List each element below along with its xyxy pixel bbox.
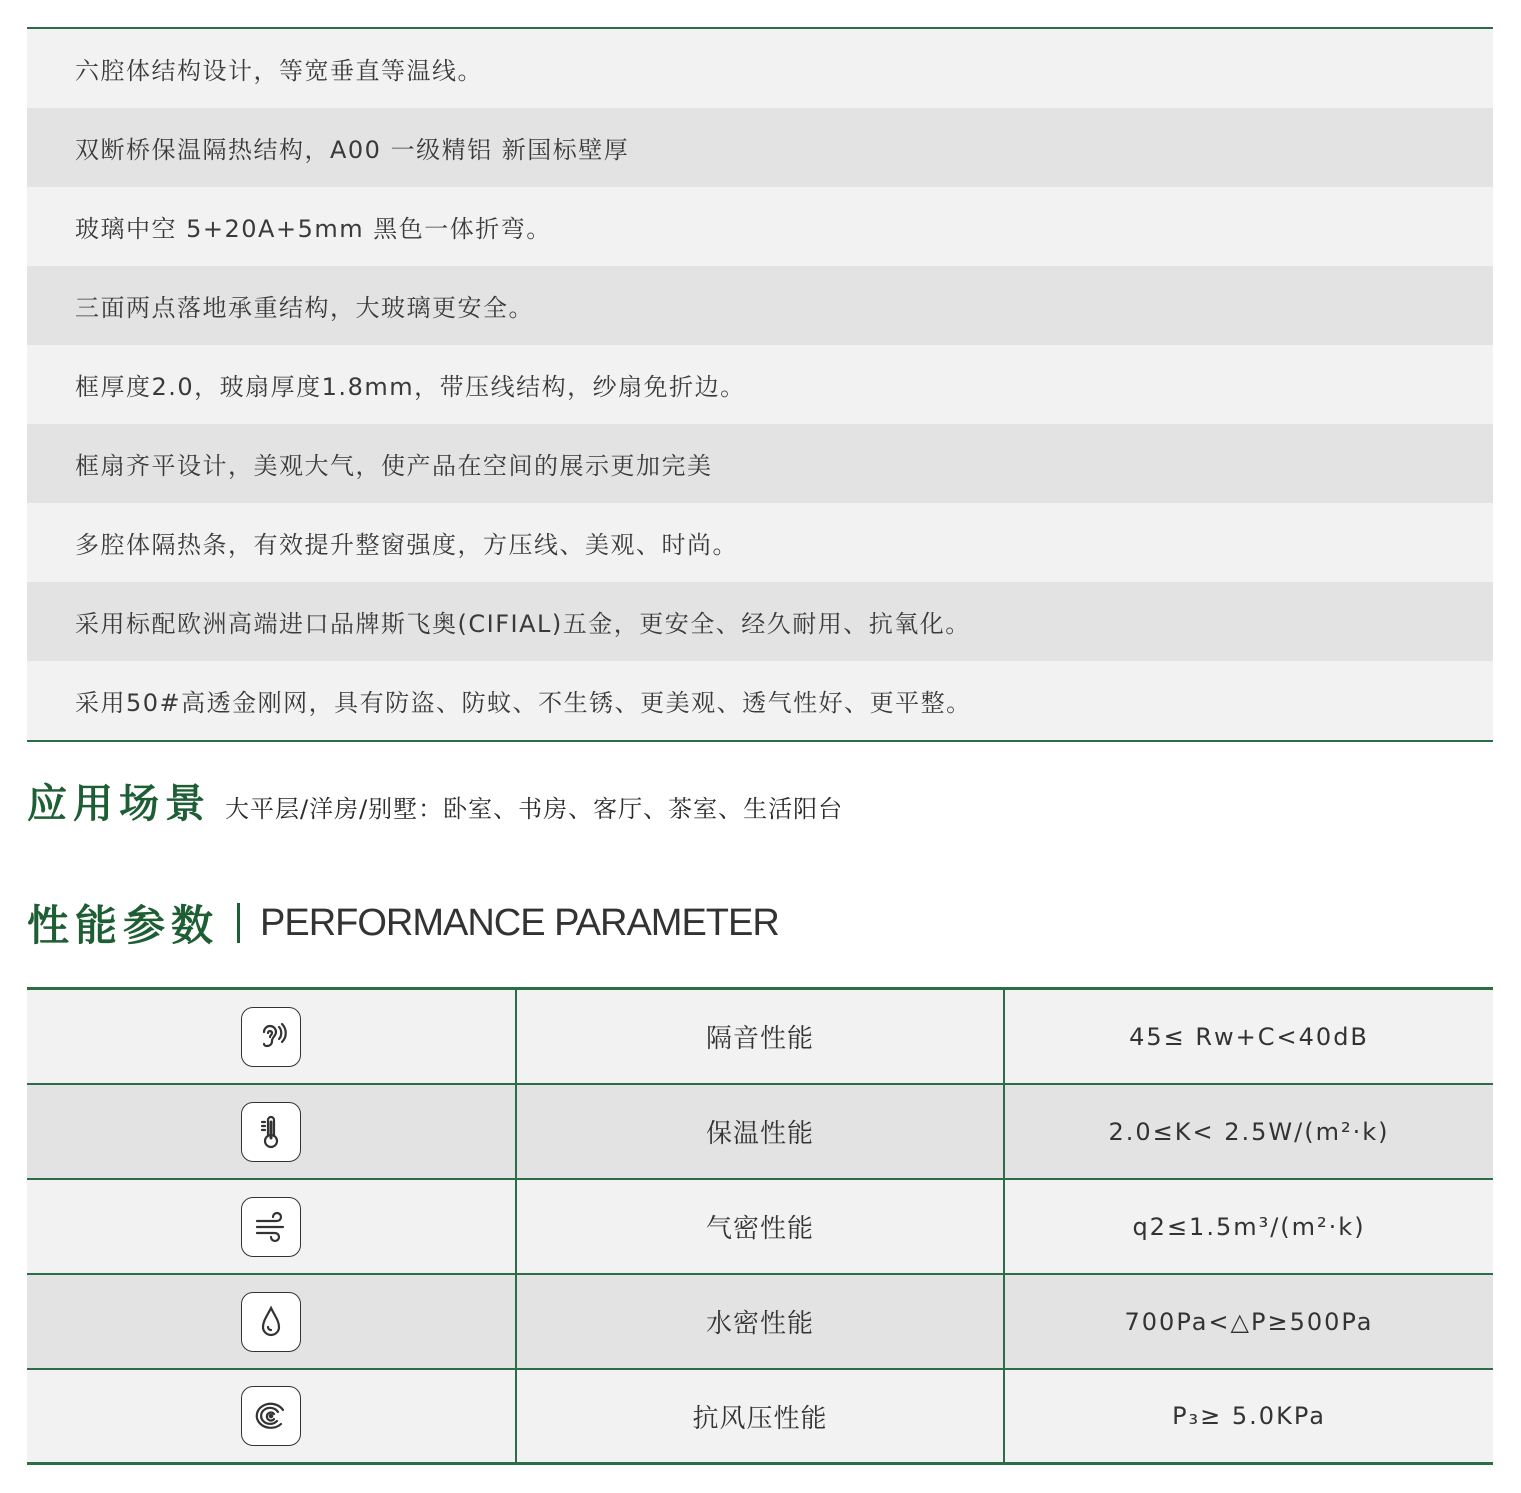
feature-item: 框厚度2.0，玻扇厚度1.8mm，带压线结构，纱扇免折边。 bbox=[27, 345, 1493, 424]
feature-item: 采用标配欧洲高端进口品牌斯飞奥(CIFIAL)五金，更安全、经久耐用、抗氧化。 bbox=[27, 582, 1493, 661]
param-value: q2≤1.5m³/(m²·k) bbox=[1132, 1212, 1366, 1241]
param-name: 水密性能 bbox=[515, 1275, 1005, 1368]
feature-list bbox=[27, 27, 1493, 742]
table-row bbox=[27, 1275, 1493, 1370]
performance-title: 性能参数 bbox=[27, 901, 220, 950]
table-row bbox=[27, 990, 1493, 1085]
feature-item: 玻璃中空 5+20A+5mm 黑色一体折弯。 bbox=[27, 187, 1493, 266]
table-row bbox=[27, 1370, 1493, 1465]
param-name: 隔音性能 bbox=[515, 990, 1005, 1083]
performance-heading bbox=[27, 893, 779, 953]
param-value: 2.0≤K< 2.5W/(m²·k) bbox=[1108, 1117, 1390, 1146]
icon-cell bbox=[27, 1085, 515, 1178]
param-name: 气密性能 bbox=[515, 1180, 1005, 1273]
feature-item: 六腔体结构设计，等宽垂直等温线。 bbox=[27, 29, 1493, 108]
feature-item: 三面两点落地承重结构，大玻璃更安全。 bbox=[27, 266, 1493, 345]
feature-item: 框扇齐平设计，美观大气，使产品在空间的展示更加完美 bbox=[27, 424, 1493, 503]
wind-icon bbox=[241, 1197, 301, 1257]
water-drop-icon bbox=[241, 1292, 301, 1352]
param-value: 45≤ Rw+C<40dB bbox=[1129, 1022, 1369, 1051]
performance-title-en: PERFORMANCE PARAMETER bbox=[260, 901, 779, 944]
ear-icon bbox=[241, 1007, 301, 1067]
param-value: P₃≥ 5.0KPa bbox=[1172, 1402, 1326, 1430]
thermometer-icon bbox=[241, 1102, 301, 1162]
cyclone-icon bbox=[241, 1386, 301, 1446]
icon-cell bbox=[27, 1275, 515, 1368]
table-row bbox=[27, 1085, 1493, 1180]
icon-cell bbox=[27, 1370, 515, 1462]
feature-item: 采用50#高透金刚网，具有防盗、防蚊、不生锈、更美观、透气性好、更平整。 bbox=[27, 661, 1493, 740]
performance-table bbox=[27, 987, 1493, 1465]
icon-cell bbox=[27, 990, 515, 1083]
feature-item: 多腔体隔热条，有效提升整窗强度，方压线、美观、时尚。 bbox=[27, 503, 1493, 582]
param-value: 700Pa<△P≥500Pa bbox=[1124, 1307, 1374, 1336]
application-scenario bbox=[27, 772, 843, 829]
feature-item: 双断桥保温隔热结构，A00 一级精铝 新国标壁厚 bbox=[27, 108, 1493, 187]
scenario-title: 应用场景 bbox=[27, 781, 211, 827]
param-name: 抗风压性能 bbox=[515, 1370, 1005, 1462]
param-name: 保温性能 bbox=[515, 1085, 1005, 1178]
icon-cell bbox=[27, 1180, 515, 1273]
table-row bbox=[27, 1180, 1493, 1275]
scenario-text: 大平层/洋房/别墅：卧室、书房、客厅、茶室、生活阳台 bbox=[225, 795, 844, 823]
heading-divider bbox=[237, 903, 240, 943]
